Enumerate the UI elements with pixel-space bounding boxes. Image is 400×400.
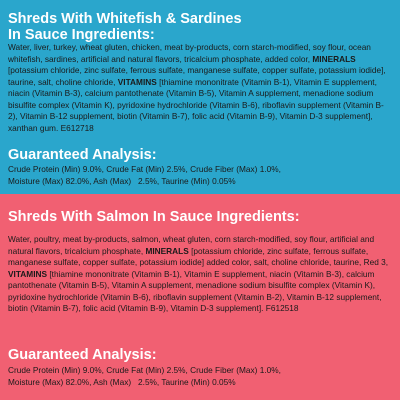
ga-line: Crude Protein (Min) 9.0%, Crude Fat (Min) 2.5%, Crude Fiber (Max) 1.0%, (8, 365, 281, 375)
minerals-label: MINERALS (312, 53, 356, 64)
ga-line: Moisture (Max) 82.0%, Ash (Max) 2.5%, Taurine (Min) 0.05% (8, 175, 236, 186)
minerals-label: MINERALS (145, 245, 189, 256)
salmon-ingredients (8, 234, 392, 315)
whitefish-guaranteed-analysis (8, 164, 392, 187)
salmon-guaranteed-analysis (8, 365, 392, 388)
ingredients-segment: [thiamine mononitrate (Vitamin B-1), Vitamin E supplement, niacin (Vitamin B-3), calcium pantothenate (Vitamin B-5), Vitamin A supplement, menadione sodium bisulfite complex (Vitamin K), pyridoxine hydrochloride (Vitamin B-6), riboflavin supplement (Vitamin B-2), Vitamin B-12 supplement, biotin (Vitamin B-7), folic acid (Vitamin B-9), Vitamin D-3 supplement]. F612518 (8, 268, 382, 313)
whitefish-title-line1: Shreds With Whitefish & Sardines (8, 11, 242, 27)
whitefish-title-line2: In Sauce Ingredients: (8, 27, 155, 43)
ingredients-segment: [thiamine mononitrate (Vitamin B-1), Vitamin E supplement, niacin (Vitamin B-3), calcium pantothenate (Vitamin B-5), Vitamin A supplement, menadione sodium bisulfite complex (Vitamin K), pyridoxine hydrochloride (Vitamin B-6), riboflavin supplement (Vitamin B-2), Vitamin B-12 supplement, biotin (Vitamin B-7), folic acid (Vitamin B-9), Vitamin D-3 supplement], xanthan gum. E612718 (8, 76, 384, 133)
ingredients-segment: Water, poultry, meat by-products, salmon, wheat gluten, corn starch-modified, soy flour, artificial and natural flavors, tricalcium phosphate, (8, 234, 375, 256)
ingredients-segment: [potassium chloride, zinc sulfate, ferrous sulfate, manganese sulfate, copper sulfate, potassium iodide], taurine, salt, choline chloride, (8, 65, 386, 87)
ga-line: Crude Protein (Min) 9.0%, Crude Fat (Min) 2.5%, Crude Fiber (Max) 1.0%, (8, 164, 281, 174)
salmon-title: Shreds With Salmon In Sauce Ingredients: (8, 209, 300, 225)
whitefish-ingredients (8, 42, 392, 134)
salmon-panel (0, 194, 400, 400)
ingredients-segment: Water, liver, turkey, wheat gluten, chicken, meat by-products, corn starch-modified, soy flour, ocean whitefish, sardines, artificial and natural flavors, tricalcium phosphate, added color, (8, 42, 371, 64)
whitefish-title (8, 11, 392, 43)
vitamins-label: VITAMINS (8, 268, 48, 279)
ga-line: Moisture (Max) 82.0%, Ash (Max) 2.5%, Taurine (Min) 0.05% (8, 376, 236, 387)
salmon-guaranteed-analysis-title: Guaranteed Analysis: (8, 347, 157, 363)
whitefish-panel (0, 0, 400, 194)
ingredients-segment: [potassium chloride, zinc sulfate, ferrous sulfate, manganese sulfate, copper sulfate, potassium iodide] added color, salt, choline chloride, taurine, Red 3, (8, 245, 389, 267)
whitefish-guaranteed-analysis-title: Guaranteed Analysis: (8, 147, 157, 163)
vitamins-label: VITAMINS (117, 76, 157, 87)
